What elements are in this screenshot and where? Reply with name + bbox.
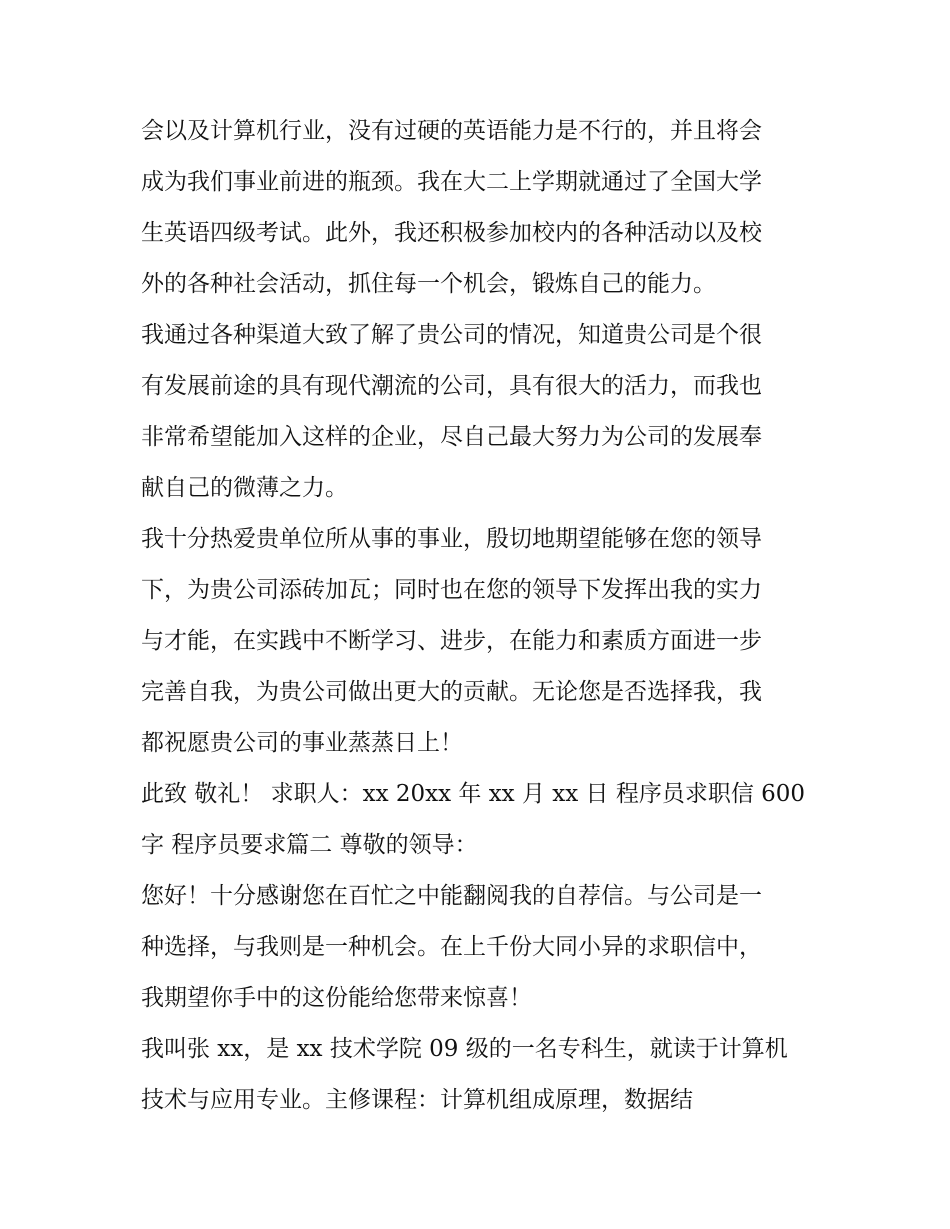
text-line-2: 成为我们事业前进的瓶颈。我在大二上学期就通过了全国大学 [141,169,762,195]
text-line-16: 您好！十分感谢您在百忙之中能翻阅我的自荐信。与公司是一 [141,883,762,909]
body-text [141,106,813,1126]
text-line-14: 此致 敬礼！ 求职人：xx 20xx 年 xx 月 xx 日 程序员求职信 600 [141,781,806,807]
text-line-9: 我十分热爱贵单位所从事的事业，殷切地期望能够在您的领导 [141,526,762,552]
text-line-8: 献自己的微薄之力。 [141,475,348,501]
text-line-20: 技术与应用专业。主修课程：计算机组成原理，数据结 [141,1087,693,1113]
text-line-11: 与才能，在实践中不断学习、进步，在能力和素质方面进一步 [141,628,762,654]
text-line-6: 有发展前途的具有现代潮流的公司，具有很大的活力，而我也 [141,373,762,399]
text-line-4: 外的各种社会活动，抓住每一个机会，锻炼自己的能力。 [141,271,716,297]
text-line-15: 字 程序员要求篇二 尊敬的领导： [141,832,478,858]
text-line-19: 我叫张 xx，是 xx 技术学院 09 级的一名专科生，就读于计算机 [141,1036,788,1062]
text-line-7: 非常希望能加入这样的企业，尽自己最大努力为公司的发展奉 [141,424,762,450]
text-line-1: 会以及计算机行业，没有过硬的英语能力是不行的，并且将会 [141,118,762,144]
text-line-13: 都祝愿贵公司的事业蒸蒸日上！ [141,730,463,756]
text-line-5: 我通过各种渠道大致了解了贵公司的情况，知道贵公司是个很 [141,322,762,348]
text-line-17: 种选择，与我则是一种机会。在上千份大同小异的求职信中， [141,934,762,960]
text-line-12: 完善自我，为贵公司做出更大的贡献。无论您是否选择我，我 [141,679,762,705]
text-line-18: 我期望你手中的这份能给您带来惊喜！ [141,985,532,1011]
text-line-10: 下，为贵公司添砖加瓦；同时也在您的领导下发挥出我的实力 [141,577,762,603]
text-line-3: 生英语四级考试。此外，我还积极参加校内的各种活动以及校 [141,220,762,246]
